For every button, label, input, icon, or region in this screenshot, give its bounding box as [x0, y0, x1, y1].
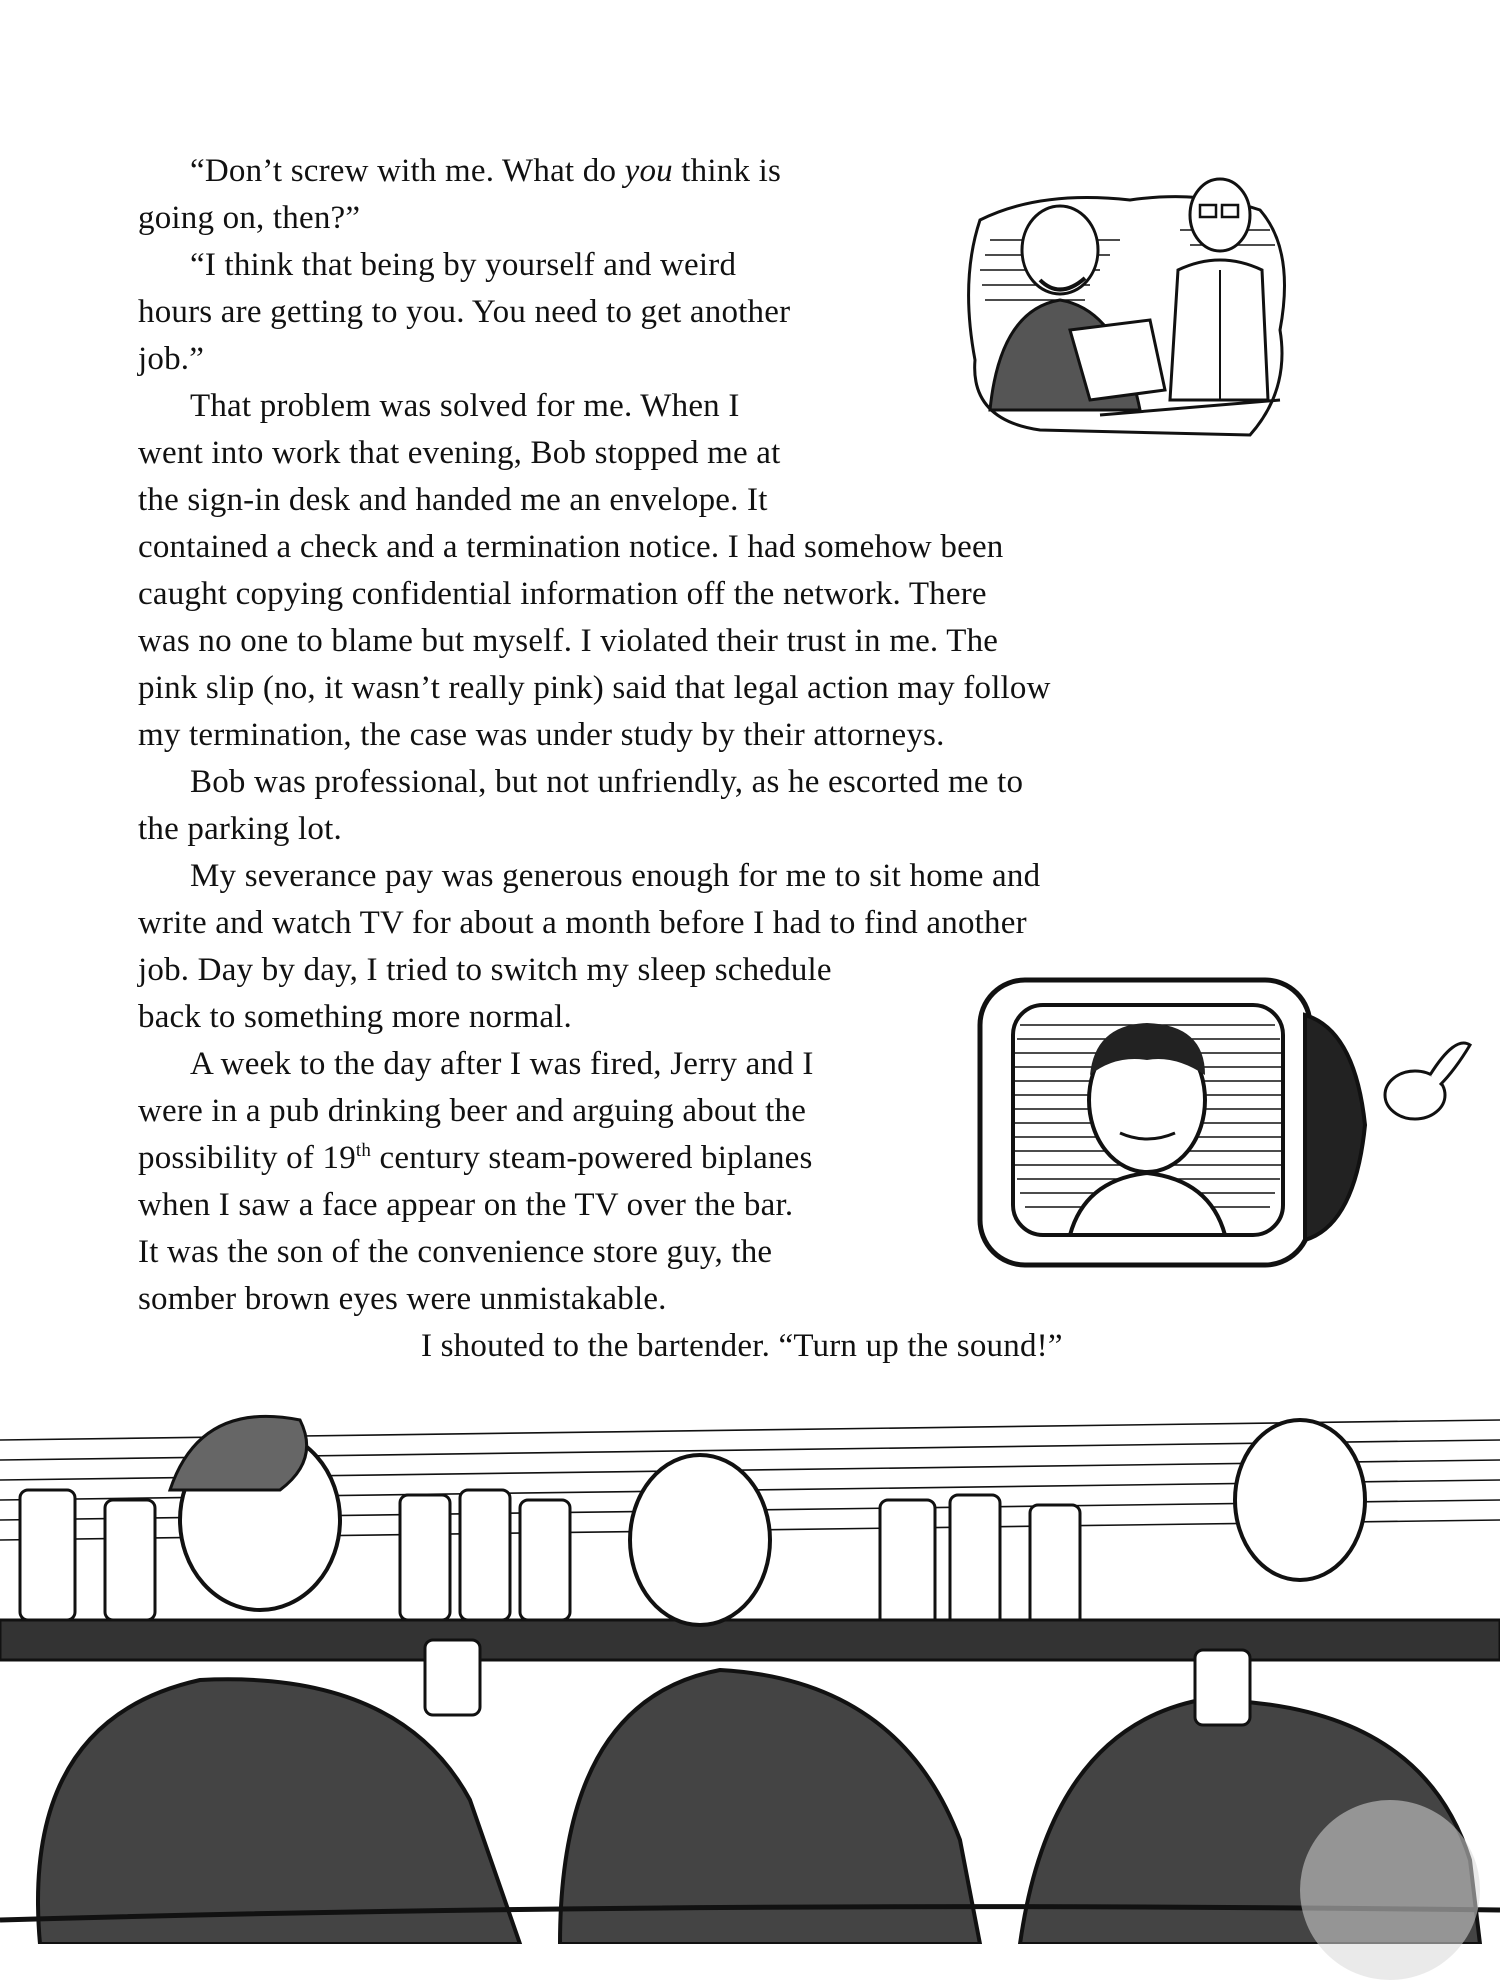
text-line: A week to the day after I was fired, Jerry and I [190, 1046, 814, 1082]
bar-illustration [0, 1380, 1500, 1944]
text-line: “Don’t screw with me. What do you think is [190, 153, 782, 189]
text-line: possibility of 19th century steam-powered biplanes [138, 1140, 813, 1176]
text-line: somber brown eyes were unmistakable. [138, 1281, 667, 1317]
text-line: I shouted to the bartender. “Turn up the sound!” [421, 1328, 1063, 1364]
text-line: were in a pub drinking beer and arguing about the [138, 1093, 807, 1129]
text-line: caught copying confidential information off the network. There [138, 576, 987, 612]
text-line: Bob was professional, but not unfriendly, as he escorted me to [190, 764, 1024, 800]
text-line: contained a check and a termination notice. I had somehow been [138, 529, 1004, 565]
tv-illustration [975, 975, 1475, 1275]
text-line: “I think that being by yourself and weird [190, 247, 737, 283]
text-line: My severance pay was generous enough for me to sit home and [190, 858, 1041, 894]
office-illustration [950, 160, 1300, 450]
text-line: my termination, the case was under study by their attorneys. [138, 717, 945, 753]
watermark-logo [1300, 1800, 1480, 1980]
text-line: That problem was solved for me. When I [190, 388, 740, 424]
text-line: job.” [138, 341, 205, 377]
text-line: went into work that evening, Bob stopped me at [138, 435, 781, 471]
text-line: back to something more normal. [138, 999, 572, 1035]
text-line: It was the son of the convenience store guy, the [138, 1234, 773, 1270]
text-line: was no one to blame but myself. I violated their trust in me. The [138, 623, 999, 659]
text-line: pink slip (no, it wasn’t really pink) said that legal action may follow [138, 670, 1051, 706]
text-line: the sign-in desk and handed me an envelope. It [138, 482, 768, 518]
text-line: hours are getting to you. You need to get another [138, 294, 791, 330]
text-line: job. Day by day, I tried to switch my sleep schedule [138, 952, 832, 988]
text-line: write and watch TV for about a month before I had to find another [138, 905, 1027, 941]
text-line: going on, then?” [138, 200, 361, 236]
text-line: when I saw a face appear on the TV over the bar. [138, 1187, 794, 1223]
text-line: the parking lot. [138, 811, 342, 847]
